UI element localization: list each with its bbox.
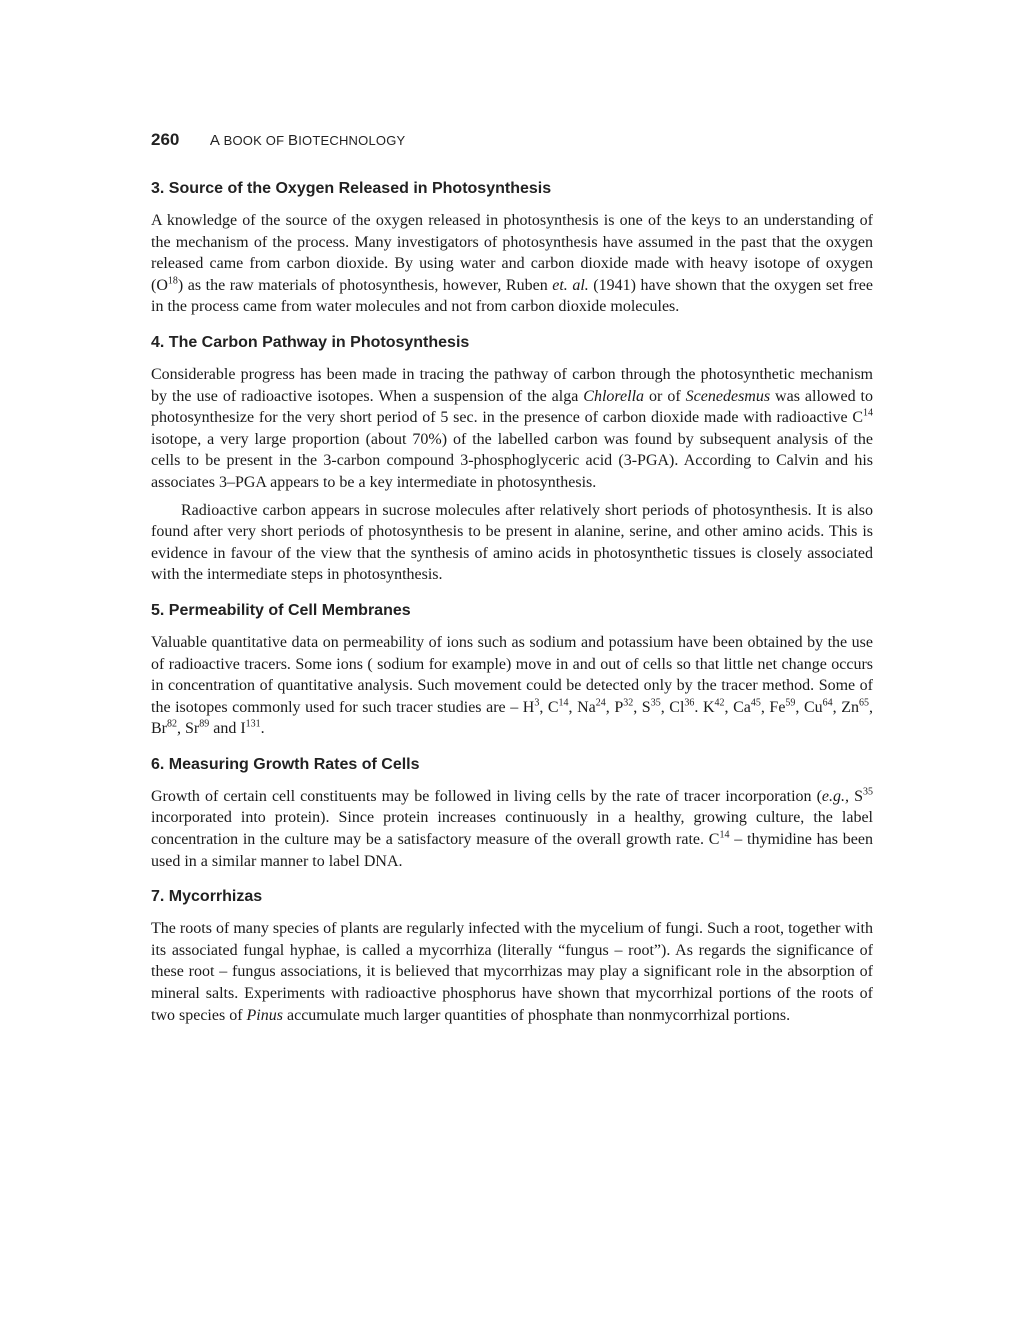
italic-text: e.g., <box>821 787 850 805</box>
italic-text: Pinus <box>246 1006 283 1024</box>
text-run: The roots of many species of plants are regularly infected with the mycelium of fungi. Such a root, together with its associated fungal hyphae, is called a mycorrhiza (literally “fungus – root”). As regards the significance of these root – fungus associations, it is believed that mycorrhizas may play a significant role in the absorption of mineral salts. Experiments with radioactive phosphorus have shown that mycorrhizal portions of the roots of two species of <box>151 920 873 1024</box>
italic-text: et. al. <box>552 276 589 294</box>
text-run: isotope, a very large proportion (about 70%) of the labelled carbon was found by subsequent analysis of the cells to be present in the 3-carbon compound 3-phosphoglyceric acid (3-PGA). According to Calvin and his associates 3–PGA appears to be a key intermediate in photosynthesis. <box>151 430 873 491</box>
section <box>151 754 873 872</box>
text-run: S <box>849 787 864 805</box>
paragraph <box>151 500 873 586</box>
superscript: 18 <box>167 275 178 287</box>
text-run: Growth of certain cell constituents may be followed in living cells by the rate of tracer incorporation ( <box>151 787 822 805</box>
section-heading: 6. Measuring Growth Rates of Cells <box>151 755 420 773</box>
running-head <box>151 130 405 150</box>
superscript: 35 <box>650 697 661 709</box>
superscript: 65 <box>859 697 869 709</box>
superscript: 42 <box>714 697 725 709</box>
superscript: 64 <box>822 697 833 709</box>
superscript: 131 <box>245 718 261 730</box>
text-run: , Br <box>151 698 873 738</box>
book-title-part: A <box>209 132 224 149</box>
text-run: , Cu <box>795 698 823 716</box>
text-run: , Ca <box>724 698 751 716</box>
text-run: – thymidine has been used in a similar manner to label DNA. <box>151 831 873 870</box>
book-title-part: IOTECHNOLOGY <box>298 133 406 148</box>
superscript: 89 <box>199 718 210 730</box>
section-heading: 7. Mycorrhizas <box>151 888 263 906</box>
text-run: , Sr <box>177 720 200 738</box>
text-run: , Cl <box>660 698 685 716</box>
page-number: 260 <box>151 130 180 149</box>
text-run: Radioactive carbon appears in sucrose molecules after relatively short periods of photosynthesis. It is also found after very short periods of photosynthesis to be present in alanine, serine, and other amino acids. This is evidence in favour of the view that the synthesis of amino acids in photosynthetic tissues is closely associated with the intermediate steps in photosynthesis. <box>151 501 873 584</box>
text-run: Considerable progress has been made in tracing the pathway of carbon through the photosynthetic mechanism by the use of radioactive isotopes. When a suspension of the alga <box>151 365 873 405</box>
text-run: (1941) have shown that the oxygen set free in the process came from water molecules and not from carbon dioxide molecules. <box>151 276 873 316</box>
superscript: 59 <box>785 697 796 709</box>
superscript: 82 <box>167 718 177 730</box>
paragraph <box>151 210 873 318</box>
paragraph <box>151 786 873 872</box>
text-run: and I <box>209 720 246 738</box>
text-run: , P <box>605 698 624 716</box>
section-heading: 5. Permeability of Cell Membranes <box>151 601 411 619</box>
text-run: accumulate much larger quantities of phosphate than nonmycorrhizal portions. <box>282 1006 791 1024</box>
paragraph <box>151 918 873 1026</box>
text-run: , C <box>539 698 559 716</box>
superscript: 36 <box>684 697 695 709</box>
text-run: , Fe <box>760 698 786 716</box>
paragraph <box>151 632 873 740</box>
text-run: . <box>260 720 265 738</box>
text-run: ) as the raw materials of photosynthesis, however, Ruben <box>177 276 553 294</box>
paragraph <box>151 364 873 494</box>
superscript: 32 <box>623 697 634 709</box>
text-run: , S <box>633 698 651 716</box>
section-heading: 4. The Carbon Pathway in Photosynthesis <box>151 333 470 351</box>
section <box>151 332 873 586</box>
italic-text: Scenedesmus <box>685 387 771 405</box>
section <box>151 886 873 1026</box>
superscript: 14 <box>558 697 569 709</box>
text-run: or of <box>644 387 686 405</box>
section <box>151 178 873 318</box>
text-run: A knowledge of the source of the oxygen released in photosynthesis is one of the keys to an understanding of the mechanism of the process. Many investigators of photosynthesis have assumed in the past that the oxygen released came from carbon dioxide. By using water and carbon dioxide made with heavy isotope of oxygen (O <box>151 212 873 294</box>
book-title-part: B <box>288 132 299 149</box>
page-content <box>151 178 873 1040</box>
superscript: 14 <box>719 829 730 841</box>
superscript: 45 <box>750 697 761 709</box>
text-run: was allowed to photosynthesize for the very short period of 5 sec. in the presence of carbon dioxide made with radioactive C <box>151 387 874 427</box>
superscript: 3 <box>534 697 540 709</box>
text-run: incorporated into protein). Since protein increases continuously in a healthy, growing culture, the label concentration in the culture may be a satisfactory measure of the overall growth rate. C <box>151 809 873 849</box>
text-run: . K <box>694 698 715 716</box>
text-run: , Na <box>568 698 596 716</box>
superscript: 14 <box>863 407 873 419</box>
section-heading: 3. Source of the Oxygen Released in Photosynthesis <box>151 180 552 197</box>
book-title-part: BOOK OF <box>223 133 289 148</box>
text-run: Valuable quantitative data on permeability of ions such as sodium and potassium have been obtained by the use of radioactive tracers. Some ions ( sodium for example) move in and out of cells so that little net change occurs in concentration of quantitative analysis. Such movement could be detected only by the tracer method. Some of the isotopes commonly used for such tracer studies are – H <box>151 633 873 716</box>
italic-text: Chlorella <box>583 387 645 405</box>
book-title <box>210 133 406 148</box>
text-run: , Zn <box>832 698 859 716</box>
superscript: 24 <box>595 697 606 709</box>
superscript: 35 <box>863 786 874 798</box>
section <box>151 600 873 740</box>
